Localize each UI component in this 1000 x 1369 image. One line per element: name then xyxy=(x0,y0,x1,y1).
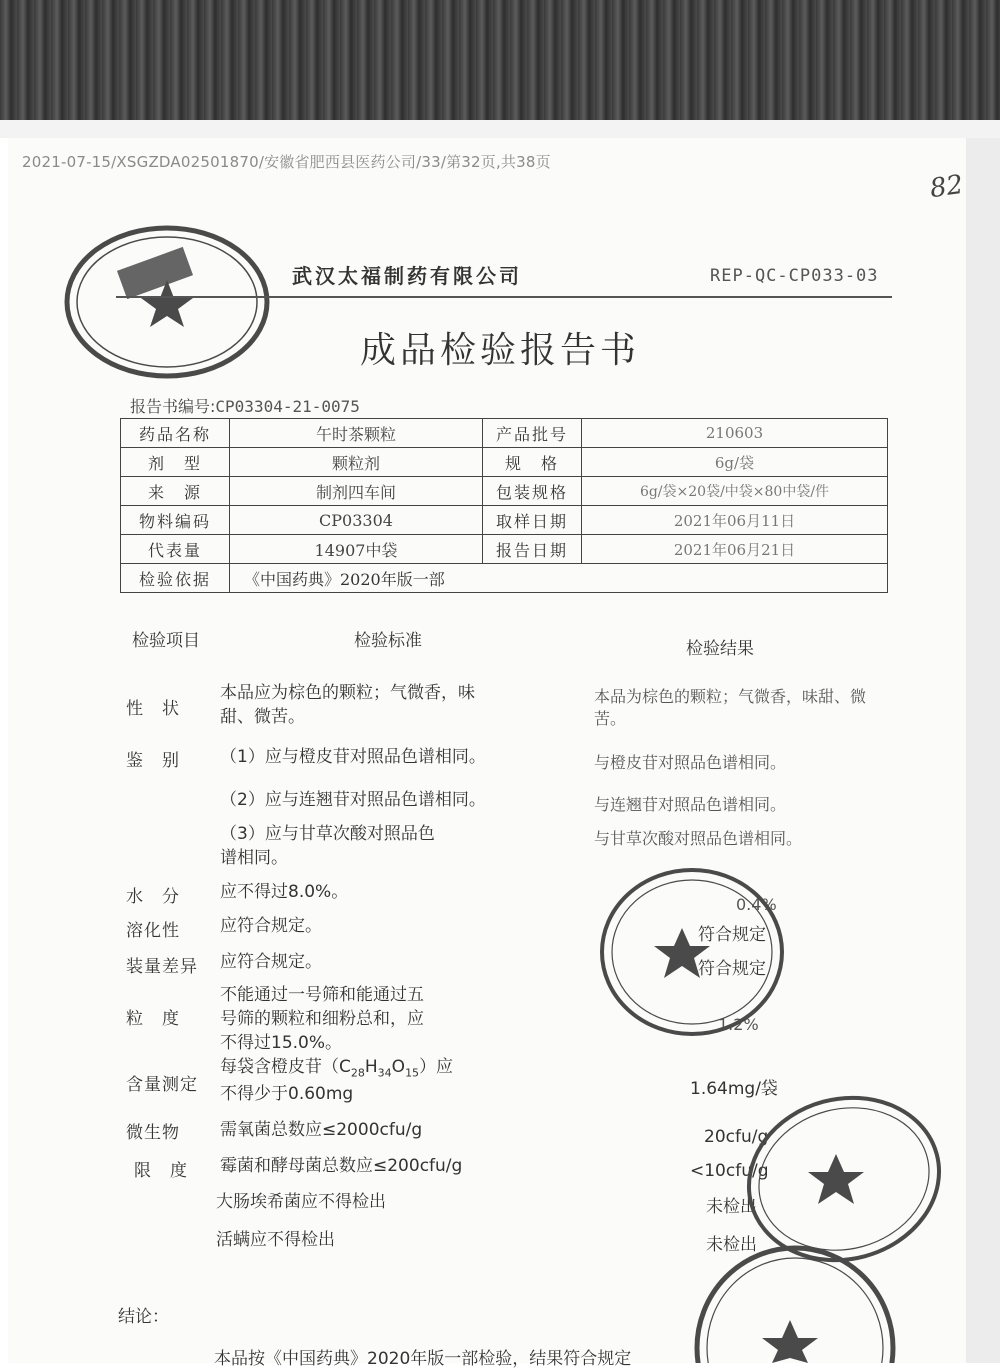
assay-subscript-c: 28 xyxy=(350,1066,365,1080)
document-code: REP-QC-CP033-03 xyxy=(710,266,879,286)
header-rule xyxy=(116,296,892,298)
archive-watermark: 2021-07-15/XSGZDA02501870/安徽省肥西县医药公司/33/第32页,共38页 xyxy=(22,153,551,171)
test-label-weight-variation: 装量差异 xyxy=(126,957,198,977)
test-standard-assay-b: 不得少于0.60mg xyxy=(220,1084,354,1104)
test-standard-granularity-a: 不能通过一号筛和能通过五 xyxy=(220,985,424,1005)
table-row xyxy=(121,535,888,564)
cell-value: 2021年06月21日 xyxy=(582,535,888,564)
table-row xyxy=(121,564,888,593)
cell-value: 6g/袋 xyxy=(582,448,888,477)
report-number-label: 报告书编号: xyxy=(130,397,216,416)
cell-value: 《中国药典》2020年版一部 xyxy=(230,564,888,593)
test-label-assay: 含量测定 xyxy=(126,1075,198,1095)
cell-label: 报告日期 xyxy=(483,535,582,564)
column-header-result: 检验结果 xyxy=(686,639,754,659)
test-standard-granularity-c: 不得过15.0%。 xyxy=(220,1033,343,1053)
cell-value: 14907中袋 xyxy=(230,535,483,564)
cell-label: 来 源 xyxy=(121,477,230,506)
cell-label: 剂 型 xyxy=(121,448,230,477)
page-title: 成品检验报告书 xyxy=(360,330,641,371)
product-info-table xyxy=(120,418,888,593)
test-standard-weight-variation: 应符合规定。 xyxy=(220,952,322,972)
test-standard-e-coli: 大肠埃希菌应不得检出 xyxy=(216,1192,386,1212)
column-header-item: 检验项目 xyxy=(132,631,200,651)
cell-label: 产品批号 xyxy=(483,419,582,448)
test-standard-identification-1: （1）应与橙皮苷对照品色谱相同。 xyxy=(220,747,486,767)
cell-label: 规 格 xyxy=(483,448,582,477)
report-number-value: CP03304-21-0075 xyxy=(215,397,360,416)
cell-label: 包装规格 xyxy=(483,477,582,506)
test-standard-mites: 活螨应不得检出 xyxy=(216,1230,335,1250)
cell-label: 检验依据 xyxy=(121,564,230,593)
test-result-identification-1: 与橙皮苷对照品色谱相同。 xyxy=(594,753,787,772)
stamp-qc-inspection xyxy=(594,862,790,1042)
test-standard-solubility: 应符合规定。 xyxy=(220,916,322,936)
test-result-assay: 1.64mg/袋 xyxy=(690,1079,778,1099)
test-standard-granularity-b: 号筛的颗粒和细粉总和，应 xyxy=(220,1009,424,1029)
table-row xyxy=(121,506,888,535)
test-label-moisture: 水 分 xyxy=(126,887,180,907)
test-result-e-coli: 未检出 xyxy=(706,1197,757,1217)
test-label-solubility: 溶化性 xyxy=(126,921,180,941)
test-label-microbial-a: 微生物 xyxy=(126,1123,180,1143)
assay-text-post: ）应 xyxy=(419,1057,454,1077)
test-result-granularity: 1.2% xyxy=(718,1015,759,1034)
scan-border-top xyxy=(0,0,1000,120)
cell-label: 代表量 xyxy=(121,535,230,564)
cell-value: 颗粒剂 xyxy=(230,448,483,477)
cell-value: CP03304 xyxy=(230,506,483,535)
table-row xyxy=(121,419,888,448)
table-row xyxy=(121,477,888,506)
test-result-mites: 未检出 xyxy=(706,1235,757,1255)
test-label-granularity: 粒 度 xyxy=(126,1009,180,1029)
assay-text-o: O xyxy=(391,1057,406,1077)
test-standard-assay-a xyxy=(220,1055,453,1085)
cell-label: 取样日期 xyxy=(483,506,582,535)
test-label-microbial-b: 限 度 xyxy=(134,1161,188,1181)
test-standard-identification-2: （2）应与连翘苷对照品色谱相同。 xyxy=(220,790,486,810)
column-header-standard: 检验标准 xyxy=(354,631,422,651)
conclusion-label: 结论： xyxy=(118,1307,169,1327)
cell-value: 6g/袋×20袋/中袋×80中袋/件 xyxy=(582,477,888,506)
test-result-weight-variation: 符合规定 xyxy=(698,959,766,979)
test-result-identification-2: 与连翘苷对照品色谱相同。 xyxy=(594,795,787,814)
page-edge xyxy=(966,138,1000,1363)
stamp-quality-assurance xyxy=(62,222,272,382)
stamp-company xyxy=(690,1238,900,1363)
test-result-mold-yeast: <10cfu/g xyxy=(690,1161,769,1181)
test-standard-appearance: 本品应为棕色的颗粒；气微香，味甜、微苦。 xyxy=(220,683,475,727)
test-label-appearance: 性 状 xyxy=(126,699,180,719)
assay-subscript-h: 34 xyxy=(377,1066,392,1080)
test-result-moisture: 0.4% xyxy=(736,895,777,914)
test-standard-aerobic-count: 需氧菌总数应≤2000cfu/g xyxy=(220,1120,423,1140)
cell-value: 210603 xyxy=(582,419,888,448)
test-result-appearance: 本品为棕色的颗粒；气微香，味甜、微苦。 xyxy=(594,687,867,728)
cell-value: 午时茶颗粒 xyxy=(230,419,483,448)
test-result-aerobic-count: 20cfu/g xyxy=(704,1127,769,1147)
company-name: 武汉太福制药有限公司 xyxy=(292,264,522,288)
report-number xyxy=(130,394,360,417)
scan-gap xyxy=(0,120,1000,138)
cell-label: 物料编码 xyxy=(121,506,230,535)
test-standard-mold-yeast: 霉菌和酵母菌总数应≤200cfu/g xyxy=(220,1156,463,1176)
test-standard-identification-3b: 谱相同。 xyxy=(220,848,288,868)
test-standard-moisture: 应不得过8.0%。 xyxy=(220,882,349,902)
handwritten-page-number: 82 xyxy=(928,169,966,205)
test-label-identification: 鉴 别 xyxy=(126,751,180,771)
assay-text-h: H xyxy=(364,1057,378,1077)
cell-label: 药品名称 xyxy=(121,419,230,448)
test-standard-identification-3a: （3）应与甘草次酸对照品色 xyxy=(220,824,435,844)
cell-value: 制剂四车间 xyxy=(230,477,483,506)
assay-subscript-o: 15 xyxy=(405,1066,420,1080)
table-row xyxy=(121,448,888,477)
cell-value: 2021年06月11日 xyxy=(582,506,888,535)
assay-text-pre: 每袋含橙皮苷（C xyxy=(220,1057,351,1077)
test-result-solubility: 符合规定 xyxy=(698,925,766,945)
test-result-identification-3: 与甘草次酸对照品色谱相同。 xyxy=(594,829,803,848)
conclusion-text: 本品按《中国药典》2020年版一部检验，结果符合规定 xyxy=(214,1349,632,1369)
